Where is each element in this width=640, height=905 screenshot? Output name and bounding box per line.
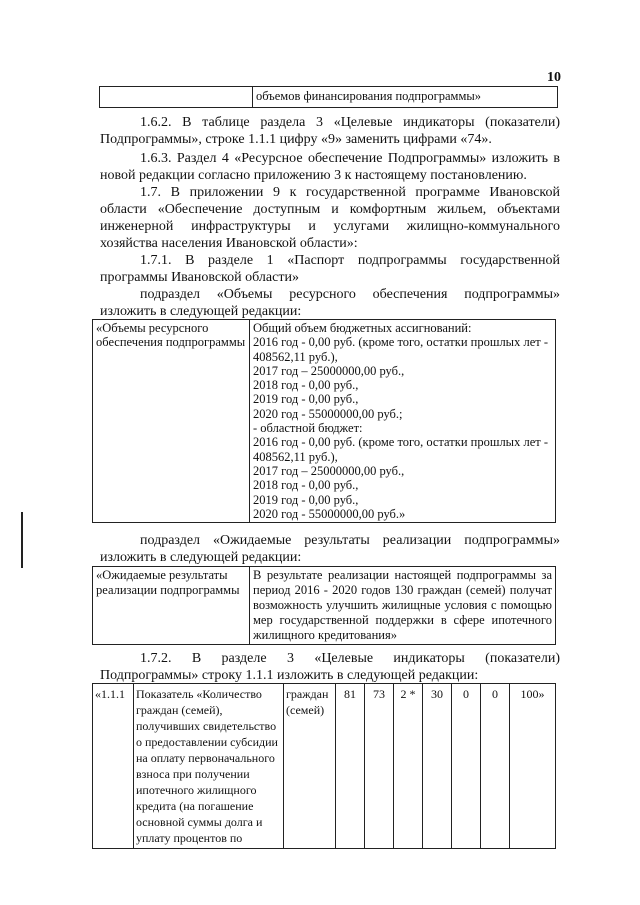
indicator-value: 30: [423, 684, 452, 849]
paragraph-1-7-2: 1.7.2. В разделе 3 «Целевые индикаторы (показатели) Подпрограммы» строку 1.1.1 изложить в следующей редакции:: [100, 651, 560, 683]
volume-line: 2016 год - 0,00 руб. (кроме того, остатки прошлых лет - 408562,11 руб.),: [253, 435, 548, 464]
indicator-value: 81: [336, 684, 365, 849]
paragraph-1-6-2: 1.6.2. В таблице раздела 3 «Целевые индикаторы (показатели) Подпрограммы», строке 1.1.1 цифру «9» заменить цифрами «74».: [100, 115, 560, 147]
indicator-value: 2 *: [394, 684, 423, 849]
volume-line: 2016 год - 0,00 руб. (кроме того, остатки прошлых лет - 408562,11 руб.),: [253, 335, 548, 364]
indicator-value: 0: [452, 684, 481, 849]
indicator-name: Показатель «Количество граждан (семей), получивших свидетельство о предоставлении субсидии на оплату первоначального взноса при получении ипотечного жилищного кредита (на погашение основной суммы долга и уплату процентов по: [134, 684, 284, 849]
continued-table-fragment: [99, 86, 558, 108]
results-table: [92, 566, 556, 645]
volumes-label: «Объемы ресурсного обеспечения подпрограммы: [93, 320, 250, 523]
volume-line: 2019 год - 0,00 руб.,: [253, 392, 359, 407]
indicator-value: 100»: [510, 684, 556, 849]
indicator-unit: граждан (семей): [284, 684, 336, 849]
volume-line: 2018 год - 0,00 руб.,: [253, 378, 359, 393]
volume-line: - областной бюджет:: [253, 421, 363, 436]
paragraph-1-6-3: 1.6.3. Раздел 4 «Ресурсное обеспечение Подпрограммы» изложить в новой редакции согласно приложению 3 к настоящему постановлению.: [100, 151, 560, 183]
volume-line: 2017 год – 25000000,00 руб.,: [253, 463, 405, 478]
volumes-table: [92, 319, 556, 523]
paragraph-1-7: 1.7. В приложении 9 к государственной программе Ивановской области «Обеспечение доступным и комфортным жильем, объектами инженерной инфраструктуры и услугами жилищно-коммунального хозяйства населения Ивановской области»:: [100, 185, 560, 251]
volume-line: 2020 год - 55000000,00 руб.»: [253, 506, 406, 521]
continued-table-left-cell: [100, 87, 253, 108]
volume-line: 2020 год - 55000000,00 руб.;: [253, 406, 403, 421]
indicator-number: «1.1.1: [93, 684, 134, 849]
volume-line: Общий объем бюджетных ассигнований:: [253, 321, 472, 335]
subsection-results-intro: подраздел «Ожидаемые результаты реализации подпрограммы» изложить в следующей редакции:: [100, 533, 560, 565]
scan-margin-mark: [21, 512, 23, 568]
page-number: 10: [547, 70, 561, 85]
volume-line: 2017 год – 25000000,00 руб.,: [253, 363, 405, 378]
indicator-value: 73: [365, 684, 394, 849]
paragraph-1-7-1: 1.7.1. В разделе 1 «Паспорт подпрограммы государственной программы Ивановской области»: [100, 253, 560, 285]
indicator-table: [92, 683, 556, 849]
volume-line: 2018 год - 0,00 руб.,: [253, 478, 359, 493]
continued-table-right-cell: объемов финансирования подпрограммы»: [253, 87, 558, 108]
subsection-volumes-intro: подраздел «Объемы ресурсного обеспечения подпрограммы» изложить в следующей редакции:: [100, 287, 560, 319]
volume-line: 2019 год - 0,00 руб.,: [253, 492, 359, 507]
results-label: «Ожидаемые результаты реализации подпрограммы: [93, 567, 250, 645]
volumes-content: [250, 320, 556, 523]
results-content: В результате реализации настоящей подпрограммы за период 2016 - 2020 годов 130 граждан (семей) получат возможность улучшить жилищные условия с помощью мер государственной поддержки в сфере ипотечного жилищного кредитования»: [250, 567, 556, 645]
indicator-value: 0: [481, 684, 510, 849]
